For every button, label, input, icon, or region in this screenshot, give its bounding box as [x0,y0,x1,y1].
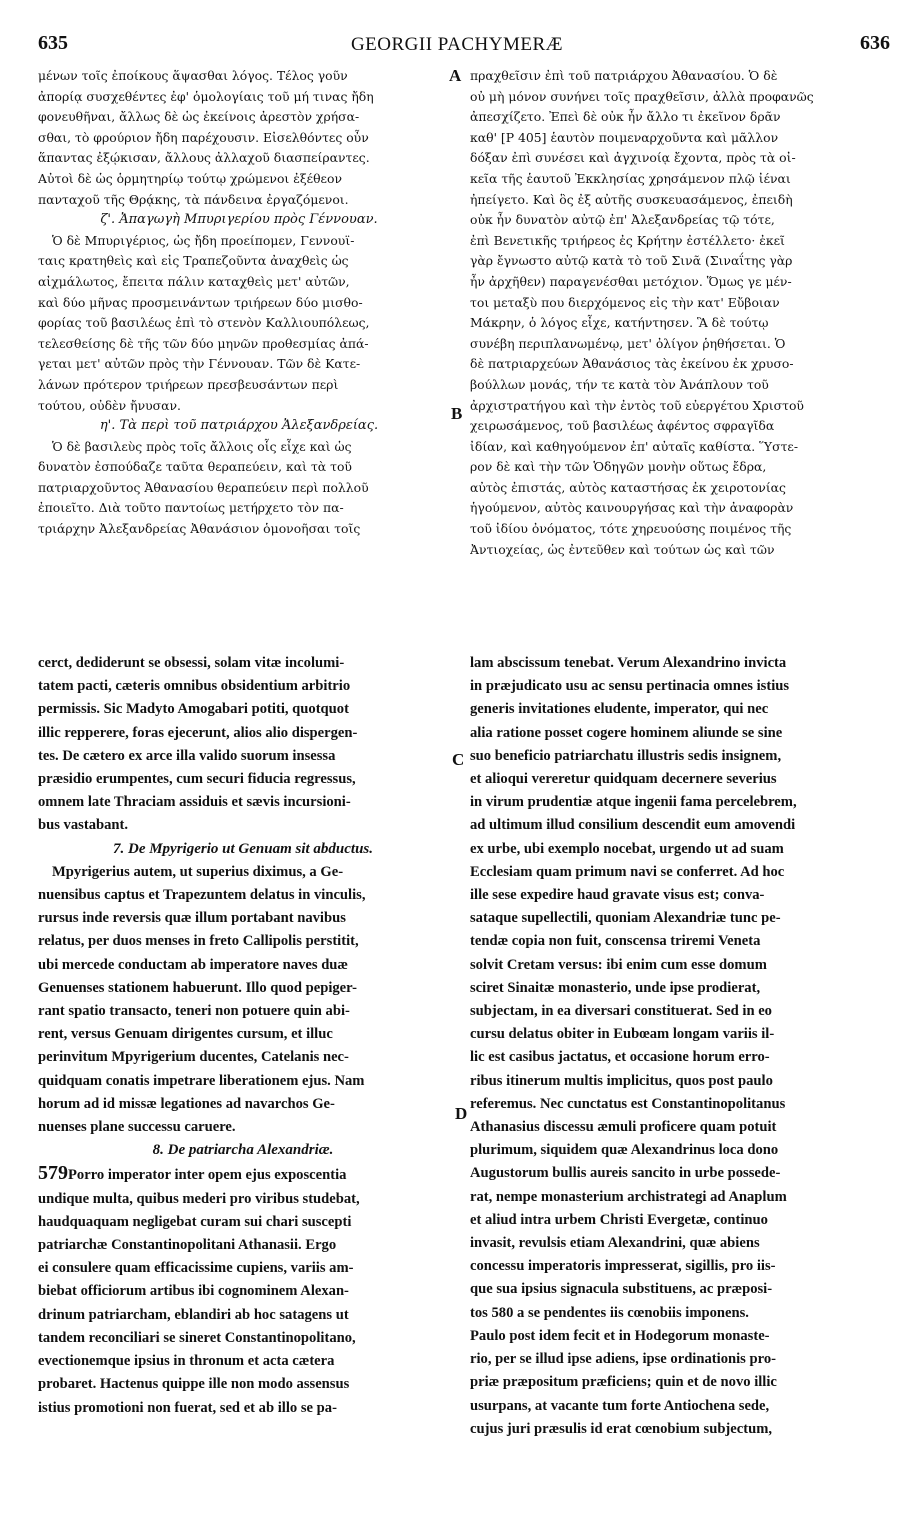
text-line: lam abscissum tenebat. Verum Alexandrino invicta [470,655,787,671]
text-line: tandem reconciliari se sineret Constantinopolitano, [38,1329,356,1346]
text-line: ἀρχιστρατήγου καὶ τὴν ἐντὸς τοῦ εὐεργέτου Χριστοῦ [470,397,804,413]
text-line: ille sese expedire haud gravate visus est; conva- [470,887,765,904]
text-line: τριάρχην Ἀλεξανδρείας Ἀθανάσιον ὁμονοῆσαι τοῖς [38,521,361,537]
text-line: et aliud intra urbem Christi Evergetæ, continuo [470,1211,768,1228]
margin-letter-b: B [451,404,463,423]
text-line: ἠπείγετο. Καὶ ὃς ἐξ αὐτῆς συσκευασάμενος, ἐπειδὴ [470,191,793,207]
text-line: Genuenses stationem habuerunt. Illo quod pepiger- [38,979,357,996]
text-line: in virum prudentiæ atque ingenii fama percelebrem, [470,794,797,811]
text-line: Ὁ δὲ βασιλεὺς πρὸς τοῖς ἄλλοις οἷς εἶχε καὶ ὡς [52,438,352,454]
text-line: nuensibus captus et Trapezuntem delatus in vinculis, [38,887,366,904]
text-line: πανταχοῦ τῆς Θρᾴκης, τὰ πάνδεινα ἐργαζόμενοι. [38,191,349,207]
text-line: ad ultimum illud consilium descendit eum amovendi [470,817,796,834]
text-line: lic est casibus jactatus, et occasione horum erro- [470,1049,770,1066]
text-line: γεται μετ' αὐτῶν πρὸς τὴν Γέννουαν. Τῶν δὲ Κατε- [38,356,361,372]
latin-text-left-column [38,652,448,1420]
text-line: nuenses plane successu caruere. [38,1119,236,1136]
text-line: πατριαρχοῦντος Ἀθανασίου θεραπεύειν περὶ πολλοῦ [38,479,369,495]
text-line: solvit Cretam versus: ibi enim cum esse domum [470,956,767,973]
text-line: βούλλων μονάς, τήν τε κατὰ τὸν Ἀνάπλουν τοῦ [470,376,769,392]
text-line: αἰχμάλωτος, ἔπειτα πάλιν καταχθεὶς μετ' αὐτῶν, [38,273,350,289]
text-line: haudquaquam negligebat curam sui chari suscepti [38,1213,352,1230]
text-line: usurpans, at vacante tum forte Antiochena sede, [470,1397,770,1414]
text-line: rat, nempe monasterium archistrategi ad Anaplum [470,1188,787,1205]
text-line: cerct, dediderunt se obsessi, solam vitæ incolumi- [38,655,345,671]
text-line: Ecclesiam quam primum navi se conferret. Ad hoc [470,863,785,880]
text-line: istius promotioni non fuerat, sed et ab illo se pa- [38,1399,337,1416]
text-line: δόξαν ἐπὶ συνέσει καὶ ἀγχινοίᾳ ἔχοντα, πρὸς τὰ οἰ- [470,150,796,166]
text-line: præsidio erumpentes, cum securi fiducia regressus, [38,771,356,788]
text-line: τοῦ ἰδίου ὀνόματος, τότε χηρευούσης ποιμένος τῆς [470,521,792,537]
text-line: suo beneficio patriarchatu illustris sedis insignem, [470,747,782,764]
text-line: referemus. Nec cunctatus est Constantinopolitanus [470,1095,786,1112]
text-line: ρον δὲ καὶ τὴν τῶν Ὁδηγῶν μονὴν οὕτως ἔδρα, [470,459,767,475]
text-line: ἅπαντας ἐξῴκισαν, ἄλλους ἀλλαχοῦ διασπείραντες. [38,150,370,166]
text-line: φορίας τοῦ βασιλέως ἐπὶ τὸ στενὸν Καλλιουπόλεως, [38,315,370,331]
text-line: Paulo post idem fecit et in Hodegorum monaste- [470,1327,770,1344]
text-line: rant spatio transacto, teneri non potuere quin abi- [38,1003,350,1020]
text-line: αὐτὸς ἐπιστάς, αὐτὸς καταστήσας ἐκ χειροτονίας [470,479,786,495]
text-line: cursu delatus obiter in Eubœam longam variis il- [470,1026,775,1043]
text-line: tendæ copia non fuit, conscensa triremi Veneta [470,933,761,950]
text-line: invasit, revulsis etiam Alexandrini, quæ abiens [470,1235,760,1252]
margin-letter-c: C [452,750,465,769]
text-line: λάνων πρότερον τριήρεων πρεσβευσάντων περὶ [38,376,339,392]
text-line: δὲ πατριαρχεύων Ἀθανάσιος τὰς ἐκείνου ἐκ χρυσο- [470,356,794,372]
text-line: alia ratione posset cogere hominem aliunde se sine [470,724,783,741]
text-line: τούτου, οὐδὲν ἤνυσαν. [38,397,181,413]
text-line: quidquam conatis impetrare liberationem ejus. Nam [38,1072,365,1089]
text-line: ei consulere quam efficacissime cupiens, variis am- [38,1260,354,1277]
text-line: φονευθῆναι, ἄλλως δὲ ὡς ἐκείνοις ἀρεστὸν χρήσα- [38,109,360,125]
text-line: κεῖα τῆς ἑαυτοῦ Ἐκκλησίας χρησάμενον πλῷ ἰέναι [470,170,791,186]
left-page-number: 635 [38,32,68,54]
text-line: ἐποιεῖτο. Διὰ τοῦτο παντοίως μετήρχετο τὸν πα- [38,500,344,516]
page-header [0,32,914,56]
text-line: ribus itinerum multis implicitus, quos post paulo [470,1072,773,1089]
text-line: οὐ μὴ μόνον συνήνει τοῖς πραχθεῖσιν, ἀλλὰ προφανῶς [470,88,814,104]
text-line: subjectam, in ea diversari constituerat. Sed in eo [470,1003,772,1020]
section-heading: η'. Τὰ περὶ τοῦ πατριάρχου Ἀλεξανδρείας. [99,418,379,434]
text-line: horum ad id missæ legationes ad navarchos Ge- [38,1095,335,1112]
text-line: patriarchæ Constantinopolitani Athanasii. Ergo [38,1237,337,1254]
column-number: 579 [38,1162,68,1185]
text-line: Athanasius discessu æmuli proficere quam potuit [470,1119,777,1136]
text-line: illic repperere, foras ejecerunt, alios alio dispergen- [38,724,358,741]
text-line: et alioqui vereretur quidquam decernere severius [470,771,777,788]
text-line: tes. De cætero ex arce illa valido suorum insessa [38,747,336,764]
text-line: tos 580 a se pendentes iis cœnobiis imponens. [470,1304,749,1321]
text-line: γὰρ ἔγνωστο αὐτῷ κατὰ τὸ τοῦ Σινᾶ (Σιναΐτης γὰρ [470,253,793,269]
greek-text-right-column [470,66,880,560]
section-heading: 8. De patriarcha Alexandriæ. [152,1142,334,1159]
text-line: ἀπεσχίζετο. Ἐπεὶ δὲ οὐκ ἦν ἄλλο τι ἐκεῖνον δρᾶν [470,109,781,125]
text-line: undique multa, quibus mederi pro viribus studebat, [38,1190,360,1207]
text-line: rursus inde reversis quæ illum portabant navibus [38,910,346,927]
text-line: συνέβη περιπλανωμένῳ, μετ' ὀλίγον ῥηθήσεται. Ὁ [470,335,786,351]
text-line: οὐκ ἦν δυνατὸν αὐτῷ ἐπ' Ἀλεξανδρείας τῷ τότε, [470,212,775,228]
running-title: GEORGII PACHYMERÆ [350,34,564,55]
text-line: ἀπορίᾳ συσχεθέντες ἐφ' ὁμολογίαις τοῦ μή τινας ἤδη [38,88,374,104]
text-line: biebat officiorum artibus ibi cognominem Alexan- [38,1283,349,1300]
text-line: sataque supellectili, quoniam Alexandriæ tunc pe- [470,910,781,927]
greek-text-left-column [38,66,440,540]
section-heading: 7. De Mpyrigerio ut Genuam sit abductus. [112,840,374,857]
text-line: que sua ipsius signacula substituens, ac præposi- [470,1281,773,1298]
text-line: ταις κρατηθεὶς καὶ εἰς Τραπεζοῦντα ἀναχθεὶς ὡς [38,253,349,269]
text-line: permissis. Sic Madyto Amogabari potiti, quotquot [38,701,349,718]
text-line: τελεσθείσης δὲ τῆς τῶν δύο μηνῶν προθεσμίας ἀπά- [38,335,369,351]
text-line: generis invitationes eludente, imperator, qui nec [470,701,769,718]
text-line: ἰδίαν, καὶ καθηγούμενον ἐπ' αὐταῖς καθίστα. Ὕστε- [470,438,799,454]
text-line: in præjudicato usu ac sensu pertinacia omnes istius [470,678,790,695]
text-line: bus vastabant. [38,817,129,834]
text-line: rent, versus Genuam dirigentes cursum, et illuc [38,1026,333,1043]
margin-letter-d: D [455,1104,468,1123]
text-line: ex urbe, ubi exemplo nocebat, urgendo ut ad suam [470,840,784,857]
text-line: perinvitum Mpyrigerium ducentes, Catelanis nec- [38,1049,349,1066]
text-line: rio, per se illud ipse adiens, ipse ordinationis pro- [470,1351,776,1368]
text-line: δυνατὸν ἐσπούδαζε ταῦτα θεραπεύειν, καὶ τὰ τοῦ [38,459,352,475]
text-line: probaret. Hactenus quippe ille non modo assensus [38,1376,350,1393]
text-line: Mpyrigerius autem, ut superius diximus, a Ge- [52,863,344,880]
text-line: μένων τοῖς ἐποίκους ἅψασθαι λόγος. Τέλος γοῦν [38,68,348,83]
text-line: τοι μεταξὺ που διερχόμενος εἰς τὴν κατ' Εὔβοιαν [470,294,780,310]
right-page-number: 636 [860,32,890,54]
text-line: καὶ δύο μῆνας προσμεινάντων τριήρεων δύο μισθο- [38,294,363,310]
text-line: πραχθεῖσιν ἐπὶ τοῦ πατριάρχου Ἀθανασίου. Ὁ δὲ [470,68,778,83]
text-line: Ἀντιοχείας, ὡς ἐντεῦθεν καὶ τούτων ὡς καὶ τῶν [470,541,775,557]
text-line: χειρωσάμενος, τοῦ βασιλέως ἀφέντος σφραγῖδα [470,418,775,434]
text-line: evectionemque ipsius in thronum et acta cætera [38,1353,335,1370]
text-line: σθαι, τὸ φρούριον ἤδη παρέχουσιν. Εἰσελθόντες οὖν [38,129,369,145]
text-line: tatem pacti, cæteris omnibus obsidentium arbitrio [38,678,351,695]
text-line: concessu imperatoris impresserat, sigillis, pro iis- [470,1258,776,1275]
text-line: Αὐτοὶ δὲ ὡς ὁρμητηρίῳ τούτῳ χρώμενοι ἐξέθεον [38,170,342,186]
text-line: ἡγούμενον, αὐτὸς καινουργήσας καὶ τὴν ἀναφορὰν [470,500,794,516]
text-line: sciret Sinaitæ monasterio, unde ipse prodierat, [470,979,761,996]
text-line: ἦν ἀρχῆθεν) παραγενέσθαι μετόχιον. Ὅμως γε μέν- [470,273,792,289]
text-line: drinum patriarcham, eblandiri ab hoc satagens ut [38,1306,349,1323]
text-line: plurimum, siquidem quæ Alexandrinus loca dono [470,1142,779,1159]
text-line: Μάκρην, ὁ λόγος εἶχε, κατήντησεν. Ἃ δὲ τούτῳ [470,315,769,331]
text-line: ἐπὶ Βενετικῆς τριήρεος ἐς Κρήτην ἐστέλλετο· ἐκεῖ [470,232,785,248]
text-line [38,1162,448,1187]
text-line: Ὁ δὲ Μπυριγέριος, ὡς ἤδη προείπομεν, Γεννουϊ- [52,232,355,248]
text-line: καθ' [P 405] ἑαυτὸν ποιμεναρχοῦντα καὶ μᾶλλον [470,129,779,145]
text-line: relatus, per duos menses in freto Callipolis perstitit, [38,933,359,950]
section-heading: ζ'. Ἀπαγωγὴ Μπυριγερίου πρὸς Γέννουαν. [100,212,378,228]
latin-text-right-column [470,652,880,1441]
text-line: priæ præpositum præficiens; quin et de novo illic [470,1374,777,1391]
margin-letter-a: A [449,66,462,85]
text-line: omnem late Thraciam assiduis et sævis incursioni- [38,794,351,811]
text-line-content: Porro imperator inter opem ejus exposcentia [68,1167,347,1184]
text-line: ubi mercede conductam ab imperatore naves duæ [38,956,348,973]
text-line: cujus juri præsulis id erat cœnobium subjectum, [470,1420,773,1437]
text-line: Augustorum bullis aureis sancito in urbe possede- [470,1165,781,1182]
